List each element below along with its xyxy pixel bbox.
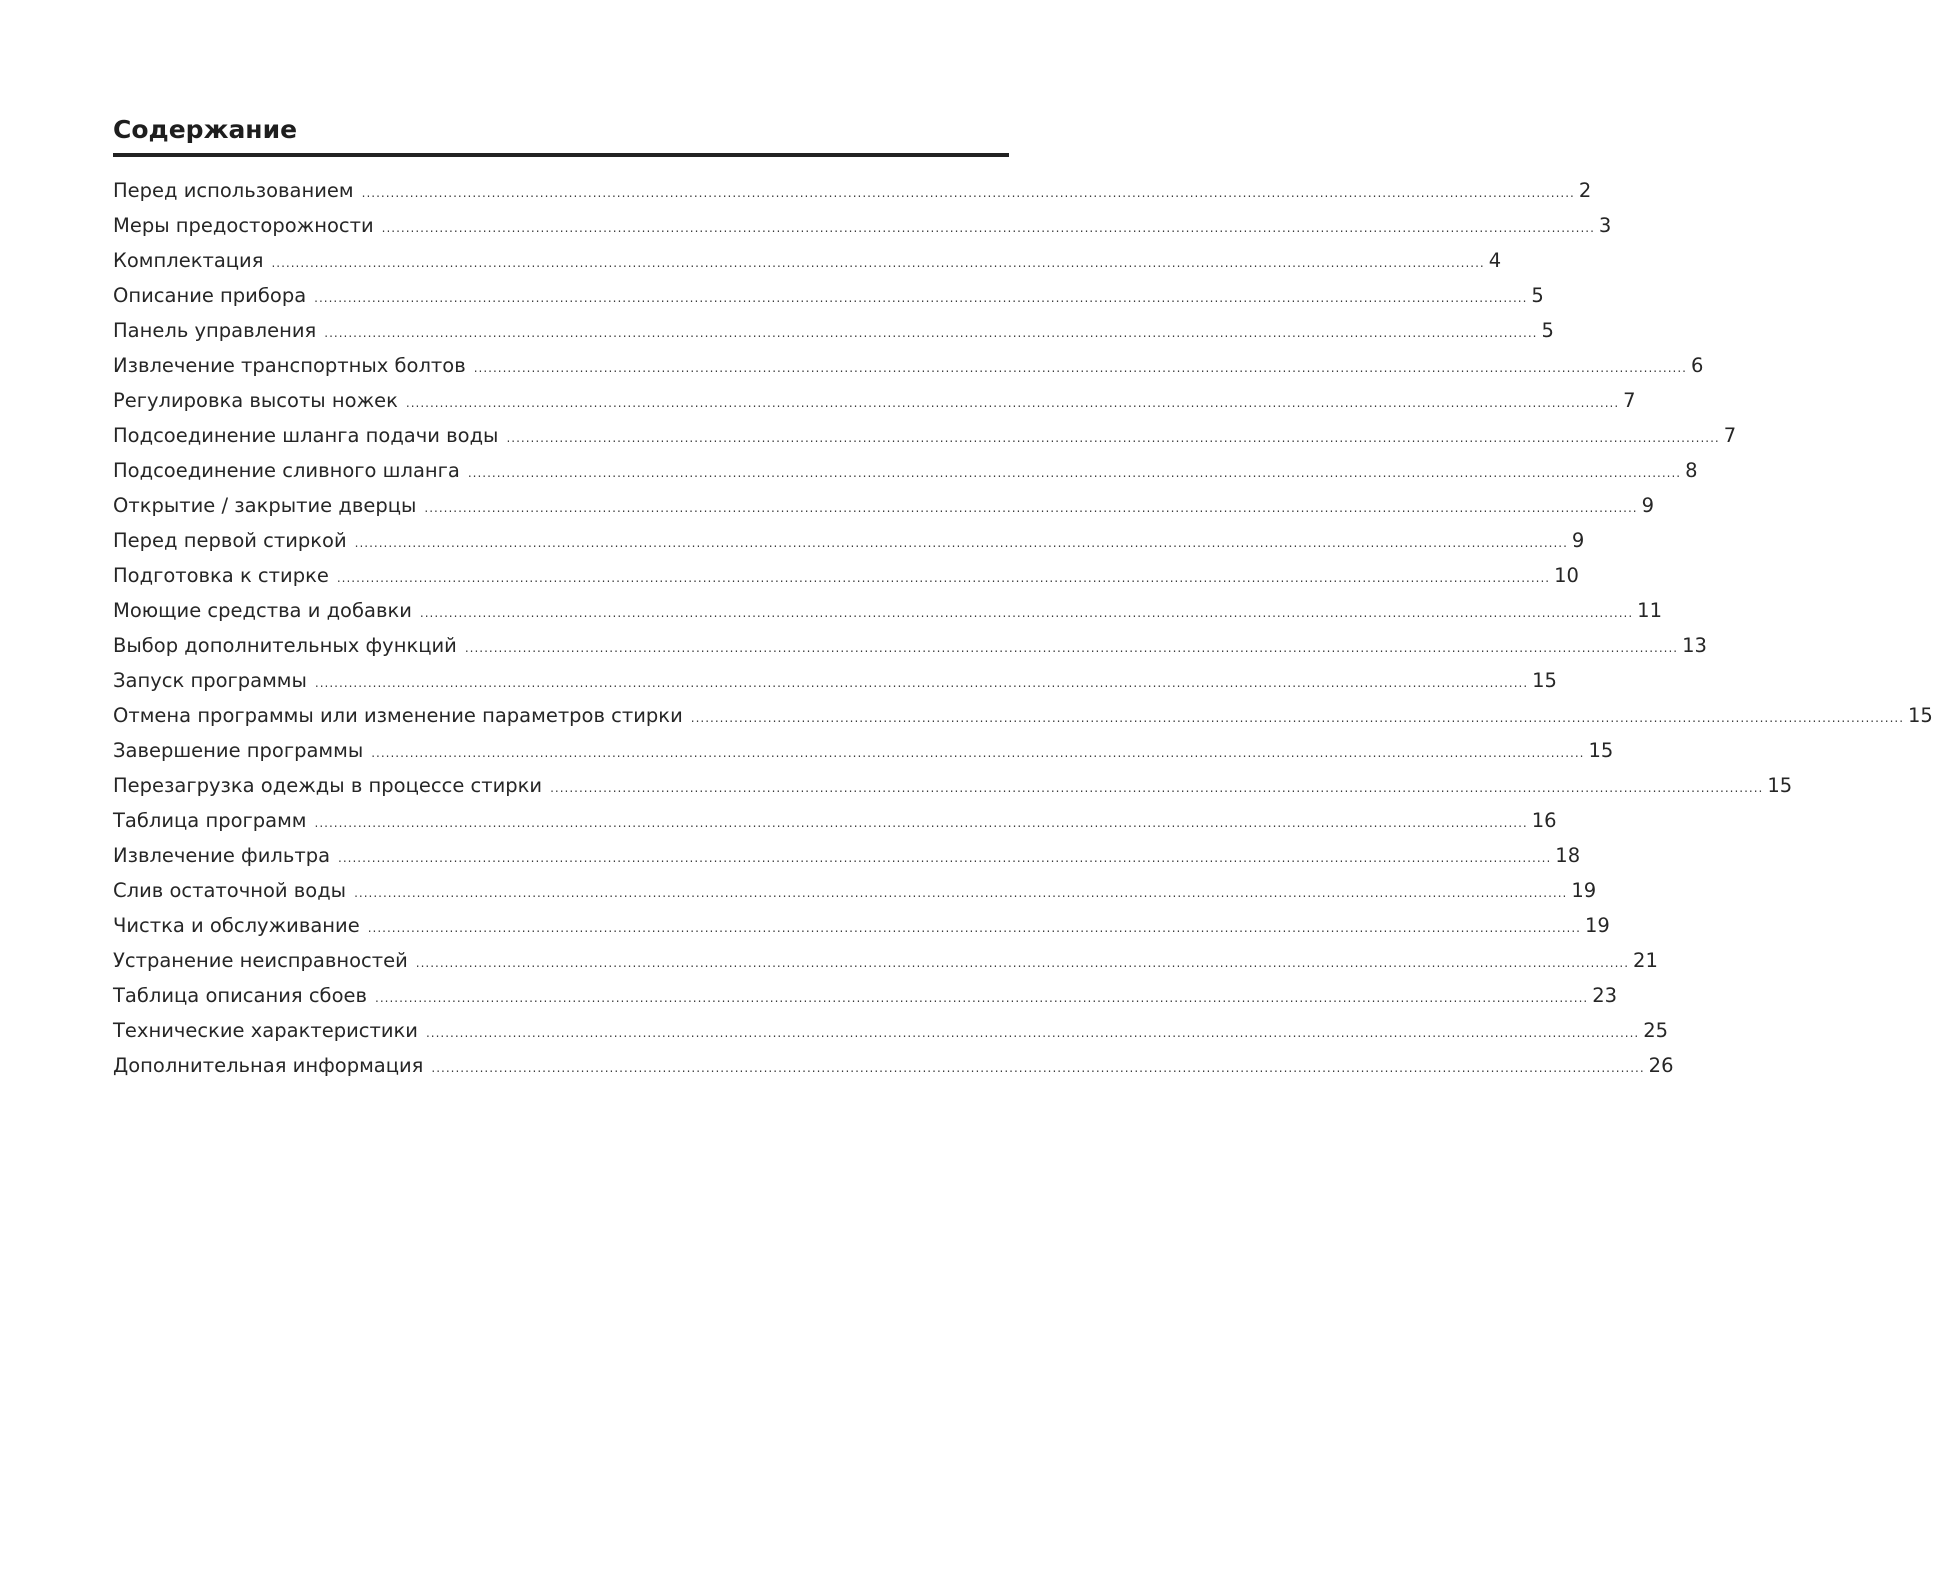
toc-entry-label: Извлечение транспортных болтов xyxy=(113,354,466,377)
toc-dot-leader: ............................................................................................................................................................................................................................................................ xyxy=(336,571,1551,585)
toc-entry-label: Устранение неисправностей xyxy=(113,949,408,972)
toc-entry[interactable] xyxy=(113,173,1592,208)
toc-entry-label: Панель управления xyxy=(113,319,317,342)
toc-entry[interactable] xyxy=(113,523,1585,558)
toc-entry[interactable] xyxy=(113,1013,1669,1048)
toc-entry[interactable] xyxy=(113,943,1658,978)
toc-entry[interactable] xyxy=(113,733,1614,768)
toc-entry[interactable] xyxy=(113,243,1502,278)
toc-entry-page-number: 15 xyxy=(1588,739,1614,762)
toc-entry-page-number: 8 xyxy=(1685,459,1698,482)
toc-entry-page-number: 26 xyxy=(1648,1054,1674,1077)
toc-dot-leader: ............................................................................................................................................................................................................................................................ xyxy=(425,1026,1640,1040)
toc-entry-page-number: 5 xyxy=(1541,319,1554,342)
toc-entry[interactable] xyxy=(113,873,1597,908)
toc-entry-page-number: 10 xyxy=(1554,564,1579,587)
toc-dot-leader: ............................................................................................................................................................................................................................................................ xyxy=(415,956,1630,970)
toc-entry[interactable] xyxy=(113,1048,1674,1083)
toc-entry-page-number: 13 xyxy=(1682,634,1707,657)
toc-dot-leader: ............................................................................................................................................................................................................................................................ xyxy=(467,466,1682,480)
toc-entry-label: Перед первой стиркой xyxy=(113,529,347,552)
toc-page xyxy=(113,110,1933,1083)
toc-entry[interactable] xyxy=(113,383,1636,418)
toc-dot-leader: ............................................................................................................................................................................................................................................................ xyxy=(424,501,1638,515)
toc-entry-label: Таблица программ xyxy=(113,809,307,832)
toc-entry-page-number: 6 xyxy=(1690,354,1704,377)
toc-entry-label: Открытие / закрытие дверцы xyxy=(113,494,417,517)
toc-entry-label: Меры предосторожности xyxy=(113,214,374,237)
toc-dot-leader: ............................................................................................................................................................................................................................................................ xyxy=(271,256,1485,270)
toc-entry-page-number: 5 xyxy=(1531,284,1544,307)
toc-entry[interactable] xyxy=(113,908,1610,943)
toc-entry-page-number: 9 xyxy=(1571,529,1585,552)
toc-list xyxy=(113,173,1933,1083)
toc-dot-leader: ............................................................................................................................................................................................................................................................ xyxy=(371,746,1585,760)
toc-entry[interactable] xyxy=(113,558,1579,593)
toc-dot-leader: ............................................................................................................................................................................................................................................................ xyxy=(381,221,1595,235)
toc-entry-page-number: 9 xyxy=(1641,494,1655,517)
toc-entry-label: Моющие средства и добавки xyxy=(113,599,412,622)
toc-entry-label: Описание прибора xyxy=(113,284,307,307)
toc-dot-leader: ............................................................................................................................................................................................................................................................ xyxy=(550,781,1764,795)
toc-dot-leader: ............................................................................................................................................................................................................................................................ xyxy=(354,886,1568,900)
toc-entry[interactable] xyxy=(113,978,1618,1013)
toc-entry-page-number: 23 xyxy=(1592,984,1618,1007)
toc-dot-leader: ............................................................................................................................................................................................................................................................ xyxy=(354,536,1568,550)
toc-entry[interactable] xyxy=(113,768,1793,803)
toc-entry-label: Выбор дополнительных функций xyxy=(113,634,457,657)
toc-entry[interactable] xyxy=(113,488,1655,523)
toc-entry-page-number: 19 xyxy=(1584,914,1610,937)
toc-dot-leader: ............................................................................................................................................................................................................................................................ xyxy=(314,291,1528,305)
toc-entry-page-number: 21 xyxy=(1633,949,1658,972)
toc-title: Содержание xyxy=(113,115,298,144)
toc-entry[interactable] xyxy=(113,698,1933,733)
toc-dot-leader: ............................................................................................................................................................................................................................................................ xyxy=(405,396,1620,410)
toc-dot-leader: ............................................................................................................................................................................................................................................................ xyxy=(324,326,1538,340)
toc-dot-leader: ............................................................................................................................................................................................................................................................ xyxy=(367,921,1581,935)
title-divider xyxy=(113,153,1009,157)
toc-entry-page-number: 15 xyxy=(1532,669,1557,692)
toc-entry-page-number: 18 xyxy=(1555,844,1581,867)
toc-dot-leader: ............................................................................................................................................................................................................................................................ xyxy=(338,851,1552,865)
toc-entry-label: Извлечение фильтра xyxy=(113,844,331,867)
toc-entry-label: Подготовка к стирке xyxy=(113,564,329,587)
toc-dot-leader: ............................................................................................................................................................................................................................................................ xyxy=(419,606,1634,620)
toc-dot-leader: ............................................................................................................................................................................................................................................................ xyxy=(314,676,1529,690)
toc-entry-page-number: 19 xyxy=(1571,879,1597,902)
toc-dot-leader: ............................................................................................................................................................................................................................................................ xyxy=(431,1061,1645,1075)
toc-entry-label: Перезагрузка одежды в процессе стирки xyxy=(113,774,543,797)
toc-entry-label: Подсоединение сливного шланга xyxy=(113,459,460,482)
toc-dot-leader: ............................................................................................................................................................................................................................................................ xyxy=(361,186,1575,200)
toc-entry-page-number: 15 xyxy=(1908,704,1933,727)
toc-entry-label: Слив остаточной воды xyxy=(113,879,347,902)
toc-entry[interactable] xyxy=(113,593,1662,628)
toc-entry[interactable] xyxy=(113,208,1612,243)
toc-entry-label: Чистка и обслуживание xyxy=(113,914,360,937)
toc-entry-label: Подсоединение шланга подачи воды xyxy=(113,424,499,447)
toc-entry-page-number: 4 xyxy=(1488,249,1502,272)
toc-entry-page-number: 2 xyxy=(1578,179,1592,202)
toc-entry-page-number: 11 xyxy=(1637,599,1662,622)
toc-entry[interactable] xyxy=(113,278,1544,313)
toc-dot-leader: ............................................................................................................................................................................................................................................................ xyxy=(375,991,1589,1005)
toc-dot-leader: ............................................................................................................................................................................................................................................................ xyxy=(690,711,1905,725)
toc-entry-label: Технические характеристики xyxy=(113,1019,418,1042)
toc-entry-label: Регулировка высоты ножек xyxy=(113,389,398,412)
toc-entry-label: Таблица описания сбоев xyxy=(113,984,367,1007)
toc-entry[interactable] xyxy=(113,453,1698,488)
toc-entry[interactable] xyxy=(113,803,1557,838)
toc-entry-page-number: 16 xyxy=(1531,809,1557,832)
toc-entry-label: Дополнительная информация xyxy=(113,1054,424,1077)
toc-entry[interactable] xyxy=(113,348,1704,383)
toc-entry-label: Перед использованием xyxy=(113,179,354,202)
toc-entry[interactable] xyxy=(113,313,1554,348)
toc-dot-leader: ............................................................................................................................................................................................................................................................ xyxy=(473,361,1687,375)
toc-dot-leader: ............................................................................................................................................................................................................................................................ xyxy=(464,641,1679,655)
toc-entry-page-number: 7 xyxy=(1723,424,1737,447)
toc-entry-label: Завершение программы xyxy=(113,739,364,762)
toc-entry[interactable] xyxy=(113,418,1737,453)
toc-entry-label: Комплектация xyxy=(113,249,264,272)
toc-dot-leader: ............................................................................................................................................................................................................................................................ xyxy=(506,431,1720,445)
toc-entry-page-number: 3 xyxy=(1598,214,1612,237)
toc-entry-page-number: 7 xyxy=(1623,389,1636,412)
toc-entry[interactable] xyxy=(113,663,1557,698)
toc-entry[interactable] xyxy=(113,838,1581,873)
toc-entry-label: Отмена программы или изменение параметров стирки xyxy=(113,704,683,727)
toc-entry[interactable] xyxy=(113,628,1707,663)
toc-entry-label: Запуск программы xyxy=(113,669,307,692)
toc-entry-page-number: 15 xyxy=(1767,774,1793,797)
toc-dot-leader: ............................................................................................................................................................................................................................................................ xyxy=(314,816,1528,830)
toc-entry-page-number: 25 xyxy=(1643,1019,1669,1042)
